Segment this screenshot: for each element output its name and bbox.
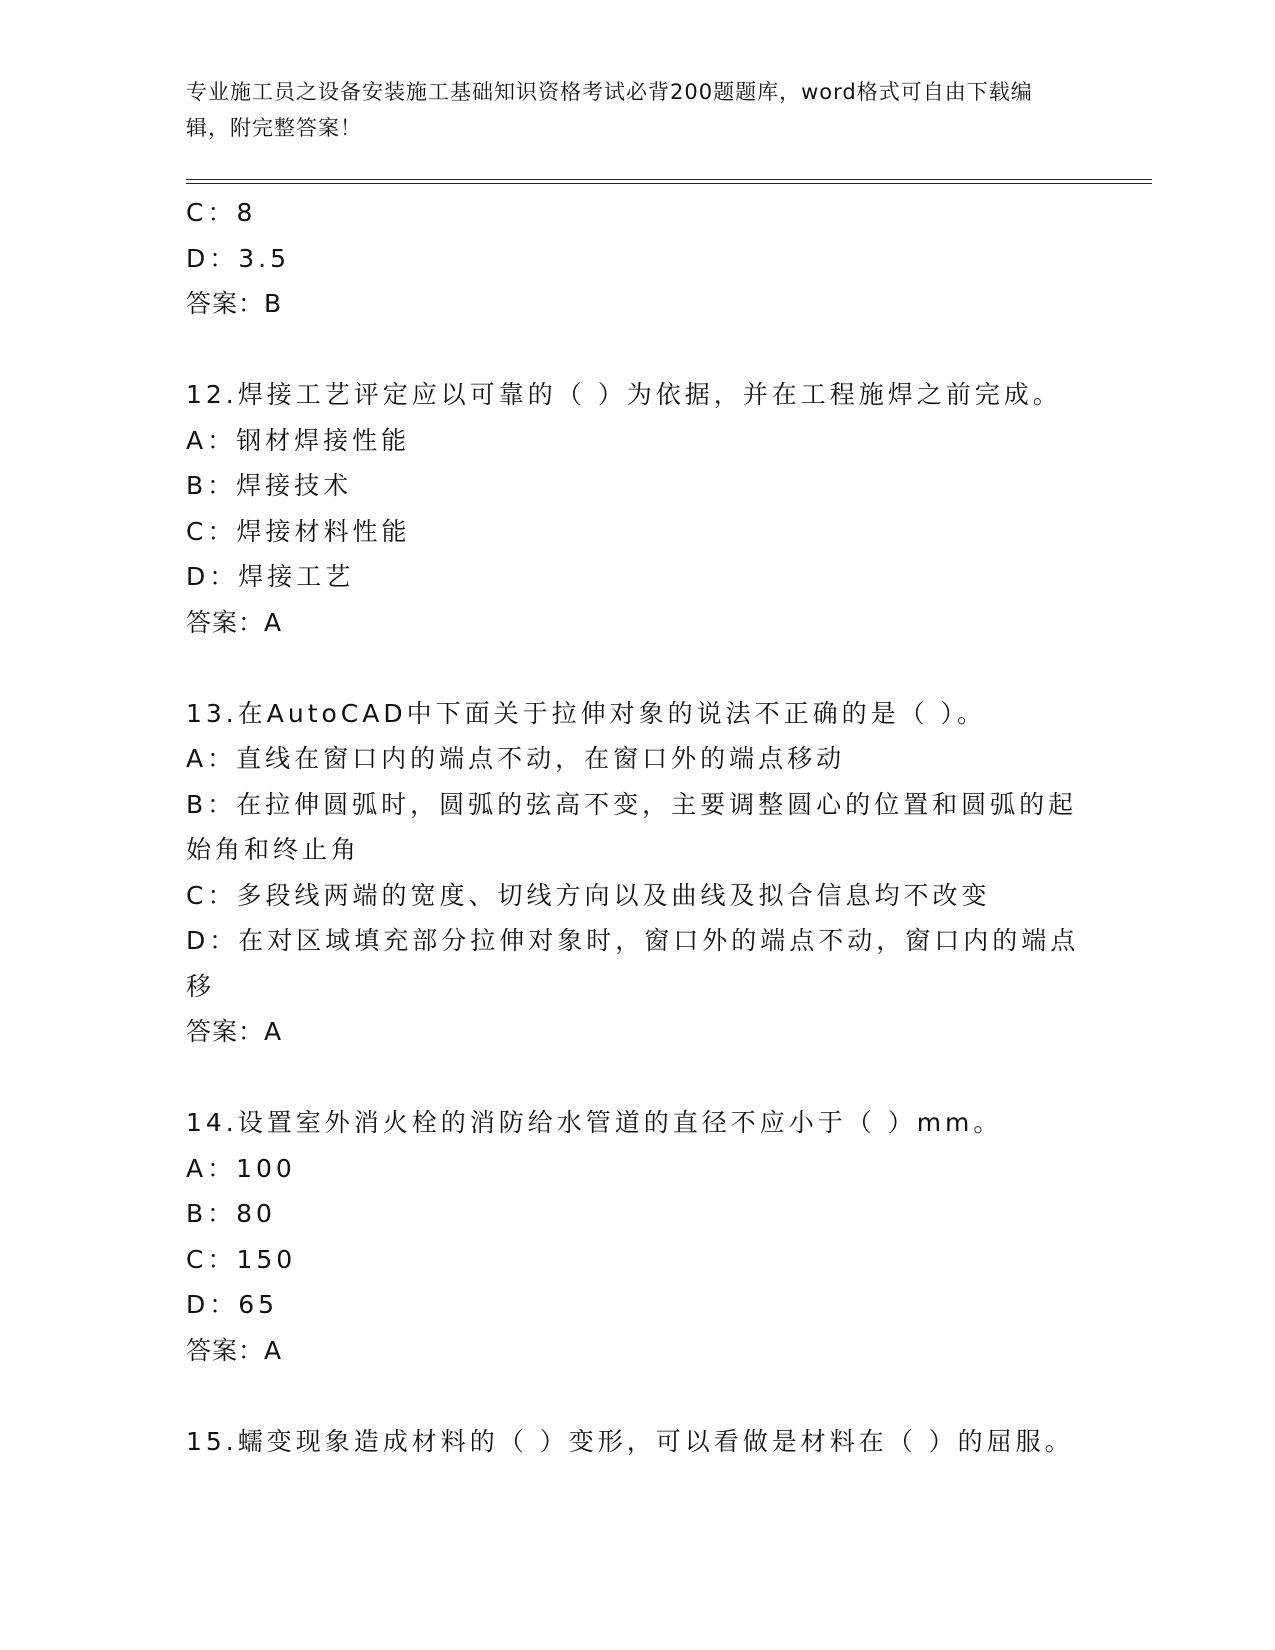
option-b: B：在拉伸圆弧时，圆弧的弦高不变，主要调整圆心的位置和圆弧的起始角和终止角: [186, 789, 1078, 864]
answer: 答案：A: [186, 607, 283, 637]
question-12: [186, 372, 1086, 645]
option-a: A：钢材焊接性能: [186, 425, 411, 455]
option-b: B：焊接技术: [186, 471, 353, 500]
answer: 答案：A: [186, 1335, 283, 1365]
spacer: [186, 645, 1086, 691]
spacer: [186, 1055, 1086, 1101]
document-header: [186, 74, 1066, 146]
spacer: [186, 1373, 1086, 1419]
question-stem: 13.在AutoCAD中下面关于拉伸对象的说法不正确的是（ ）。: [186, 698, 987, 728]
question-stem: 15.蠕变现象造成材料的（ ）变形，可以看做是材料在（ ）的屈服。: [186, 1426, 1074, 1456]
header-divider: [186, 179, 1152, 184]
option-c: C：焊接材料性能: [186, 516, 411, 546]
option-c: C：150: [186, 1244, 297, 1274]
question-15: [186, 1419, 1086, 1465]
answer: 答案：A: [186, 1017, 283, 1046]
answer: 答案：B: [186, 289, 283, 318]
option-b: B：80: [186, 1199, 276, 1228]
question-stem: 14.设置室外消火栓的消防给水管道的直径不应小于（ ）mm。: [186, 1108, 1003, 1137]
question-11-tail: [186, 190, 1086, 327]
option-c: C：8: [186, 198, 257, 227]
question-list: [186, 190, 1086, 1464]
option-d: D：在对区域填充部分拉伸对象时，窗口外的端点不动，窗口内的端点移: [186, 926, 1080, 1001]
question-13: [186, 691, 1086, 1055]
question-14: [186, 1100, 1086, 1373]
option-a: A：直线在窗口内的端点不动，在窗口外的端点移动: [186, 744, 846, 773]
header-title: 专业施工员之设备安装施工基础知识资格考试必背200题题库，word格式可自由下载编辑，附完整答案！: [186, 80, 1033, 140]
option-c: C：多段线两端的宽度、切线方向以及曲线及拟合信息均不改变: [186, 880, 991, 910]
option-d: D：焊接工艺: [186, 562, 355, 591]
option-d: D：3.5: [186, 243, 291, 273]
option-d: D：65: [186, 1290, 279, 1319]
spacer: [186, 327, 1086, 373]
option-a: A：100: [186, 1153, 296, 1183]
question-stem: 12.焊接工艺评定应以可靠的（ ）为依据，并在工程施焊之前完成。: [186, 380, 1062, 409]
